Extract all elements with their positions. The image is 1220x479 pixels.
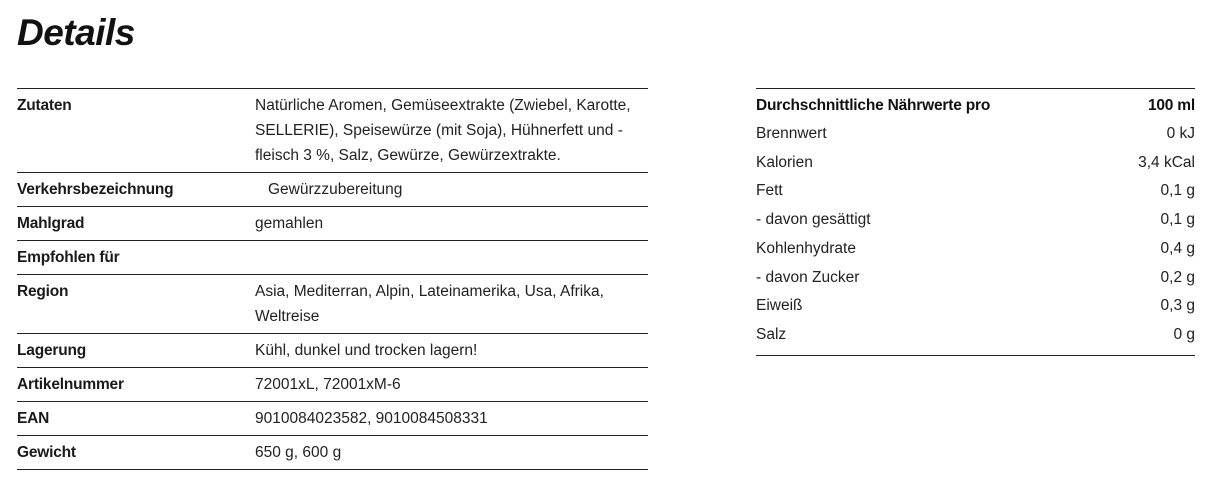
details-label: Verkehrsbezeichnung xyxy=(17,181,174,198)
nutrition-label: - davon Zucker xyxy=(756,268,860,286)
details-value: 650 g, 600 g xyxy=(255,444,342,461)
details-label: Region xyxy=(17,283,69,300)
details-row-lagerung xyxy=(17,334,648,368)
nutrition-value: 0,2 g xyxy=(1160,268,1195,286)
details-value: Asia, Mediterran, Alpin, Lateinamerika, Usa, Afrika, Weltreise xyxy=(255,283,604,325)
nutrition-label: - davon gesättigt xyxy=(756,211,871,229)
details-value xyxy=(255,245,648,270)
nutrition-row-zucker xyxy=(756,264,1195,293)
page-title: Details xyxy=(17,12,135,53)
details-label: Gewicht xyxy=(17,444,76,461)
details-table xyxy=(17,88,648,470)
nutrition-row-gesaettigt xyxy=(756,206,1195,235)
nutrition-label: Brennwert xyxy=(756,125,827,142)
nutrition-row-salz xyxy=(756,321,1195,350)
details-row-gewicht xyxy=(17,436,648,470)
details-row-mahlgrad xyxy=(17,207,648,241)
nutrition-row-brennwert xyxy=(756,120,1195,149)
nutrition-header-row xyxy=(756,92,1195,120)
details-value: 9010084023582, 9010084508331 xyxy=(255,410,488,427)
nutrition-row-kalorien xyxy=(756,149,1195,178)
nutrition-table xyxy=(756,88,1195,356)
details-label: Zutaten xyxy=(17,97,72,114)
nutrition-row-eiweiss xyxy=(756,292,1195,321)
details-value: gemahlen xyxy=(255,215,324,232)
nutrition-value: 0,1 g xyxy=(1160,182,1195,200)
details-row-ean xyxy=(17,402,648,436)
nutrition-label: Fett xyxy=(756,182,783,200)
details-label: Artikelnummer xyxy=(17,376,124,393)
nutrition-header-label: Durchschnittliche Nährwerte pro xyxy=(756,97,991,114)
details-value: Gewürzzubereitung xyxy=(268,181,403,198)
details-row-region xyxy=(17,275,648,334)
details-label: EAN xyxy=(17,410,50,427)
nutrition-value: 0 kJ xyxy=(1166,125,1195,142)
nutrition-row-fett xyxy=(756,177,1195,206)
details-row-empfohlen xyxy=(17,241,648,275)
details-label: Mahlgrad xyxy=(17,215,85,232)
nutrition-value: 0,3 g xyxy=(1160,297,1195,315)
nutrition-header-value: 100 ml xyxy=(1147,97,1195,114)
nutrition-label: Eiweiß xyxy=(756,297,803,315)
nutrition-value: 0 g xyxy=(1173,325,1195,343)
nutrition-value: 3,4 kCal xyxy=(1138,153,1195,171)
details-label: Empfohlen für xyxy=(17,249,120,266)
details-label: Lagerung xyxy=(17,342,87,359)
details-row-verkehrsbezeichnung xyxy=(17,173,648,207)
nutrition-label: Salz xyxy=(756,325,787,343)
details-value: Natürliche Aromen, Gemüseextrakte (Zwiebel, Karotte, SELLERIE), Speisewürze (mit Soja), Hühnerfett und -fleisch 3 %, Salz, Gewürze, Gewürzextrakte. xyxy=(255,97,631,164)
nutrition-value: 0,1 g xyxy=(1160,211,1195,229)
details-row-zutaten xyxy=(17,89,648,173)
nutrition-label: Kohlenhydrate xyxy=(756,239,856,257)
nutrition-label: Kalorien xyxy=(756,153,813,171)
nutrition-row-kohlenhydrate xyxy=(756,235,1195,264)
nutrition-value: 0,4 g xyxy=(1160,239,1195,257)
details-value: Kühl, dunkel und trocken lagern! xyxy=(255,342,478,359)
details-value: 72001xL, 72001xM-6 xyxy=(255,376,401,393)
details-row-artikelnummer xyxy=(17,368,648,402)
